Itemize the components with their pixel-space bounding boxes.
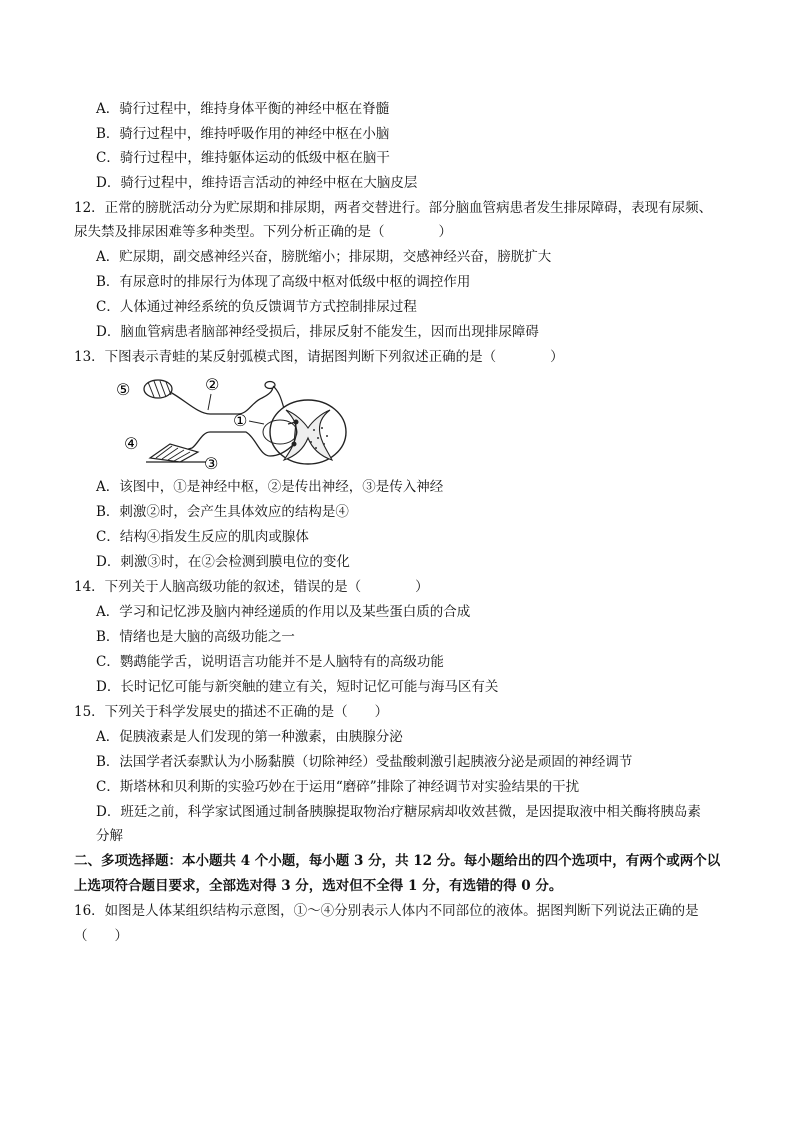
q14-option-b: B．情绪也是大脑的高级功能之一 xyxy=(96,629,295,645)
figure-label-2: ② xyxy=(205,375,220,394)
q14-option-c: C．鹦鹉能学舌，说明语言功能并不是人脑特有的高级功能 xyxy=(96,654,444,670)
q12-stem-line2: 尿失禁及排尿困难等多种类型。下列分析正确的是（ ） xyxy=(74,224,452,240)
q11-option-d: D．骑行过程中，维持语言活动的神经中枢在大脑皮层 xyxy=(96,175,418,191)
q14-stem: 14．下列关于人脑高级功能的叙述，错误的是（ ） xyxy=(74,579,429,595)
figure-label-1: ① xyxy=(233,411,248,430)
reflex-arc-figure xyxy=(110,372,355,478)
q12-option-b: B．有尿意时的排尿行为体现了高级中枢对低级中枢的调控作用 xyxy=(96,274,471,290)
q13-option-a: A．该图中，①是神经中枢，②是传出神经，③是传入神经 xyxy=(96,479,444,495)
ganglion xyxy=(265,382,275,389)
q15-option-b: B．法国学者沃泰默认为小肠黏膜（切除神经）受盐酸刺激引起胰液分泌是顽固的神经调节 xyxy=(96,754,633,770)
q13-option-b: B．刺激②时，会产生具体效应的结构是④ xyxy=(96,504,349,520)
q12-option-a: A．贮尿期，副交感神经兴奋，膀胱缩小；排尿期，交感神经兴奋，膀胱扩大 xyxy=(96,249,552,265)
q12-option-d: D．脑血管病患者脑部神经受损后，排尿反射不能发生，因而出现排尿障碍 xyxy=(96,324,539,340)
q11-option-c: C．骑行过程中，维持躯体运动的低级中枢在脑干 xyxy=(96,150,390,166)
spinal-cord-cross-section xyxy=(270,400,346,464)
q13-option-c: C．结构④指发生反应的肌肉或腺体 xyxy=(96,529,309,545)
q13-option-d: D．刺激③时，在②会检测到膜电位的变化 xyxy=(96,554,350,570)
q16-stem-line1: 16．如图是人体某组织结构示意图，①～④分别表示人体内不同部位的液体。据图判断下列说法正确的是 xyxy=(74,903,699,919)
receptor-structure-5 xyxy=(144,380,172,398)
section2-header-line2: 上选项符合题目要求，全部选对得 3 分，选对但不全得 1 分，有选错的得 0 分。 xyxy=(74,878,563,894)
q11-option-a: A．骑行过程中，维持身体平衡的神经中枢在脊髓 xyxy=(96,101,390,117)
q14-option-d: D．长时记忆可能与新突触的建立有关，短时记忆可能与海马区有关 xyxy=(96,679,499,695)
figure-label-4: ④ xyxy=(124,434,139,453)
q16-stem-line2: （ ） xyxy=(74,928,128,944)
q15-option-c: C．斯塔林和贝利斯的实验巧妙在于运用“磨碎”排除了神经调节对实验结果的干扰 xyxy=(96,779,580,795)
effector-structure-4 xyxy=(146,444,206,462)
q15-option-a: A．促胰液素是人们发现的第一种激素，由胰腺分泌 xyxy=(96,729,403,745)
figure-label-5: ⑤ xyxy=(116,380,131,399)
q14-option-a: A．学习和记忆涉及脑内神经递质的作用以及某些蛋白质的合成 xyxy=(96,604,471,620)
q15-option-d-continuation: 分解 xyxy=(96,828,123,844)
figure-label-3: ③ xyxy=(204,454,219,473)
q12-option-c: C．人体通过神经系统的负反馈调节方式控制排尿过程 xyxy=(96,299,417,315)
q15-option-d: D．班廷之前，科学家试图通过制备胰腺提取物治疗糖尿病却收效甚微，是因提取液中相关酶将胰岛素 xyxy=(96,804,701,820)
q13-stem: 13．下图表示青蛙的某反射弧模式图，请据图判断下列叙述正确的是（ ） xyxy=(74,349,564,365)
q12-stem-line1: 12．正常的膀胱活动分为贮尿期和排尿期，两者交替进行。部分脑血管病患者发生排尿障碍，表现有尿频、 xyxy=(74,200,713,216)
section2-header: 二、多项选择题：本小题共 4 个小题，每小题 3 分，共 12 分。每小题给出的四个选项中，有两个或两个以 xyxy=(74,853,721,869)
q15-stem: 15．下列关于科学发展史的描述不正确的是（ ） xyxy=(74,704,389,720)
q11-option-b: B．骑行过程中，维持呼吸作用的神经中枢在小脑 xyxy=(96,126,390,142)
upper-nerve-fiber xyxy=(170,386,273,414)
